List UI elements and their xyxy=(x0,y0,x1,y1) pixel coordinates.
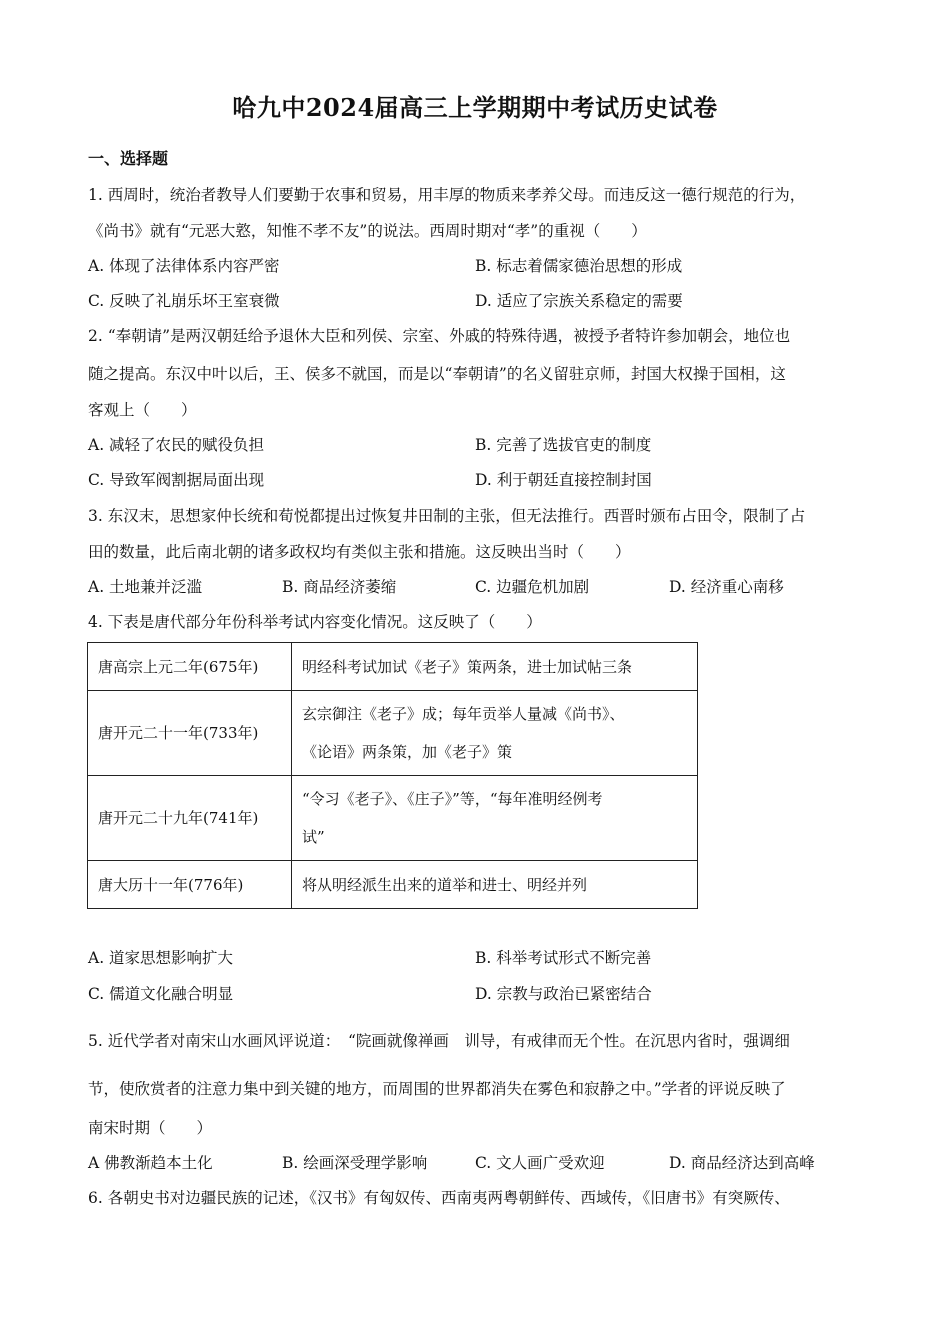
q1-stem-line1: 1. 西周时，统治者教导人们要勤于农事和贸易，用丰厚的物质来孝养父母。而违反这一德行规范的行为， xyxy=(88,186,806,204)
q1-stem-line2: 《尚书》就有“元恶大憝，知惟不孝不友”的说法。西周时期对“孝”的重视（ ） xyxy=(88,222,647,240)
table-cell-content-line: 玄宗御注《老子》成；每年贡举人量减《尚书》、 xyxy=(302,705,625,723)
q5-option-c[interactable]: C. 文人画广受欢迎 xyxy=(475,1154,605,1172)
table-cell-content xyxy=(292,643,698,691)
table-cell-content xyxy=(292,861,698,909)
table-cell-year: 唐大历十一年(776年) xyxy=(88,861,292,909)
q4-option-a[interactable]: A. 道家思想影响扩大 xyxy=(88,949,234,967)
q2-option-a[interactable]: A. 减轻了农民的赋役负担 xyxy=(88,436,265,454)
q1-option-c[interactable]: C. 反映了礼崩乐坏王室衰微 xyxy=(88,292,280,310)
q5-stem-line1: 5. 近代学者对南宋山水画风评说道： “院画就像禅画 训导，有戒律而无个性。在沉思内省时，强调细 xyxy=(88,1032,790,1050)
q1-option-d[interactable]: D. 适应了宗族关系稳定的需要 xyxy=(475,292,683,310)
q5-stem-line2: 节，使欣赏者的注意力集中到关键的地方，而周围的世界都消失在雾色和寂静之中。”学者的评说反映了 xyxy=(88,1080,786,1098)
table-row xyxy=(88,861,698,909)
table-cell-content-line: 将从明经派生出来的道举和进士、明经并列 xyxy=(302,875,588,894)
table-cell-year: 唐高宗上元二年(675年) xyxy=(88,643,292,691)
q5-option-a[interactable]: A 佛教渐趋本土化 xyxy=(88,1154,213,1172)
q3-option-b[interactable]: B. 商品经济萎缩 xyxy=(282,578,397,596)
q3-option-c[interactable]: C. 边疆危机加剧 xyxy=(475,578,590,596)
table-row xyxy=(88,643,698,691)
q4-option-c[interactable]: C. 儒道文化融合明显 xyxy=(88,985,234,1003)
table-cell-content xyxy=(292,776,698,861)
q4-option-d[interactable]: D. 宗教与政治已紧密结合 xyxy=(475,985,652,1003)
q2-stem-line3: 客观上（ ） xyxy=(88,401,197,419)
table-cell-year: 唐开元二十九年(741年) xyxy=(88,776,292,861)
q5-option-d[interactable]: D. 商品经济达到高峰 xyxy=(669,1154,815,1172)
table-cell-content xyxy=(292,691,698,776)
table-cell-content-line: 试” xyxy=(302,828,325,846)
q3-option-d[interactable]: D. 经济重心南移 xyxy=(669,578,784,596)
table-cell-content-line: “令习《老子》、《庄子》”等，“每年准明经例考 xyxy=(302,790,603,808)
q2-stem-line2: 随之提高。东汉中叶以后，王、侯多不就国，而是以“奉朝请”的名义留驻京师，封国大权操于国相，这 xyxy=(88,365,786,383)
section-heading: 一、选择题 xyxy=(88,149,169,168)
page-title: 哈九中2024届高三上学期期中考试历史试卷 xyxy=(232,93,718,122)
q2-option-b[interactable]: B. 完善了选拔官吏的制度 xyxy=(475,436,652,454)
q6-stem-line1: 6. 各朝史书对边疆民族的记述，《汉书》有匈奴传、西南夷两粤朝鲜传、西域传，《旧唐书》有突厥传、 xyxy=(88,1189,790,1207)
q2-stem-line1: 2. “奉朝请”是两汉朝廷给予退休大臣和列侯、宗室、外戚的特殊待遇，被授予者特许参加朝会，地位也 xyxy=(88,327,791,345)
table-row xyxy=(88,776,698,861)
q4-stem-line1: 4. 下表是唐代部分年份科举考试内容变化情况。这反映了（ ） xyxy=(88,613,542,631)
q2-option-d[interactable]: D. 利于朝廷直接控制封国 xyxy=(475,471,652,489)
table-row xyxy=(88,691,698,776)
keju-table xyxy=(87,642,698,909)
table-cell-content-line: 《论语》两条策，加《老子》策 xyxy=(302,743,513,761)
q3-stem-line1: 3. 东汉末，思想家仲长统和荀悦都提出过恢复井田制的主张，但无法推行。西晋时颁布占田令，限制了占 xyxy=(88,507,806,525)
q1-option-b[interactable]: B. 标志着儒家德治思想的形成 xyxy=(475,257,683,275)
q1-option-a[interactable]: A. 体现了法律体系内容严密 xyxy=(88,257,280,275)
q5-option-b[interactable]: B. 绘画深受理学影响 xyxy=(282,1154,428,1172)
q5-stem-line3: 南宋时期（ ） xyxy=(88,1119,213,1137)
q3-stem-line2: 田的数量，此后南北朝的诸多政权均有类似主张和措施。这反映出当时（ ） xyxy=(88,543,631,561)
q3-option-a[interactable]: A. 土地兼并泛滥 xyxy=(88,578,203,596)
q4-option-b[interactable]: B. 科举考试形式不断完善 xyxy=(475,949,652,967)
table-cell-year: 唐开元二十一年(733年) xyxy=(88,691,292,776)
q2-option-c[interactable]: C. 导致军阀割据局面出现 xyxy=(88,471,265,489)
table-cell-content-line: 明经科考试加试《老子》策两条，进士加试帖三条 xyxy=(302,657,633,676)
